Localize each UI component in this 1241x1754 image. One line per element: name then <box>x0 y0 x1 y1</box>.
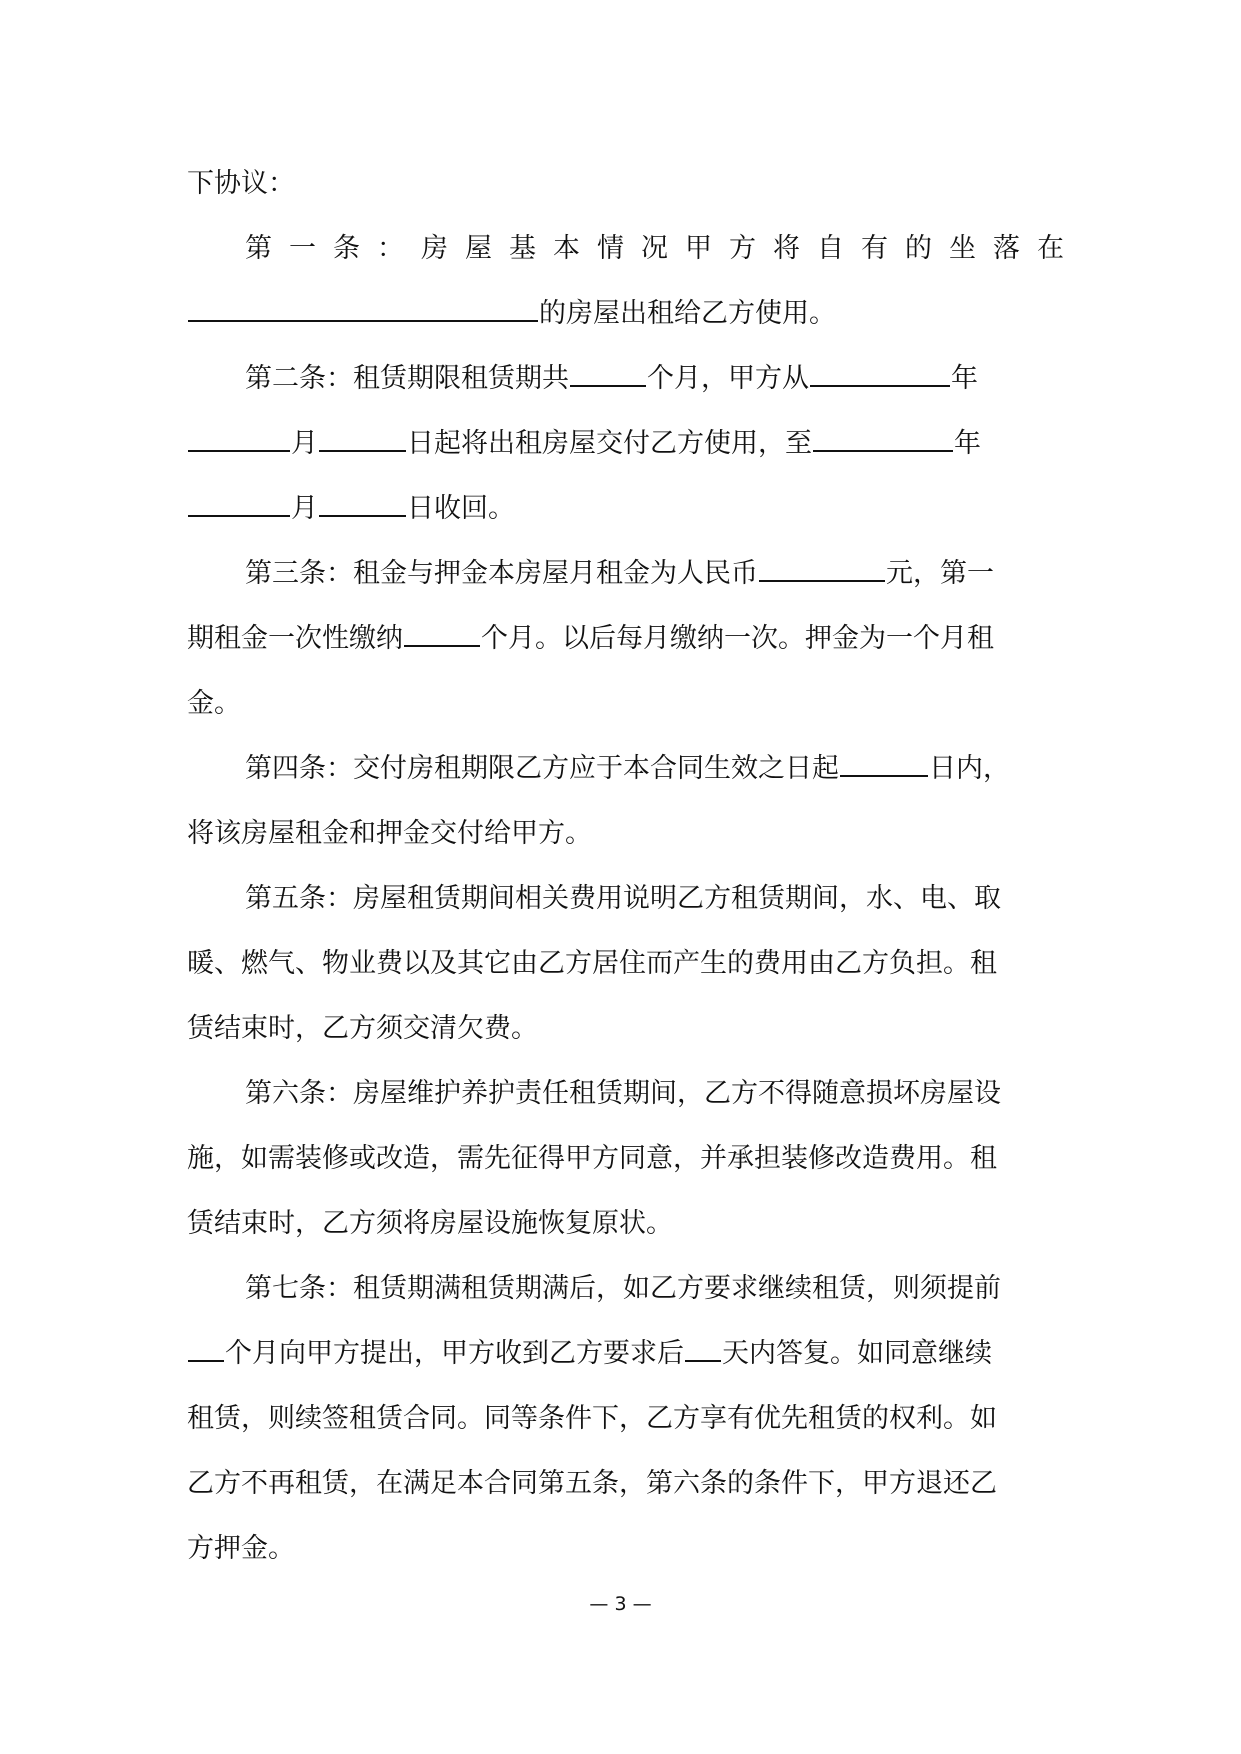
article-2-line <box>187 346 1057 411</box>
contract-body <box>187 151 1081 1581</box>
text-segment: 第三条：租金与押金本房屋月租金为人民币 <box>245 558 758 589</box>
article-5-line <box>187 866 1057 931</box>
fill-in-blank-end-year <box>813 428 953 452</box>
text-segment: 暖、燃气、物业费以及其它由乙方居住而产生的费用由乙方负担。租 <box>187 948 997 979</box>
text-segment: 下协议： <box>187 168 295 199</box>
text-segment: 赁结束时，乙方须交清欠费。 <box>187 1013 538 1044</box>
article-1-title-line <box>187 216 1081 281</box>
text-segment: 第五条：房屋租赁期间相关费用说明乙方租赁期间，水、电、取 <box>245 883 1001 914</box>
text-segment: 方押金。 <box>187 1533 295 1564</box>
article-3-line <box>187 541 1057 606</box>
text-segment: 将该房屋租金和押金交付给甲方。 <box>187 818 592 849</box>
fill-in-blank-start-day <box>319 428 406 452</box>
text-segment: 个月。以后每月缴纳一次。押金为一个月租 <box>481 623 994 654</box>
text-segment: 第七条：租赁期满租赁期满后，如乙方要求继续租赁，则须提前 <box>245 1273 1001 1304</box>
fill-in-blank-notice-months <box>188 1338 224 1362</box>
paragraph-line <box>187 1126 1057 1191</box>
text-segment: 乙方不再租赁，在满足本合同第五条，第六条的条件下，甲方退还乙 <box>187 1468 997 1499</box>
text-segment: 第六条：房屋维护养护责任租赁期间，乙方不得随意损坏房屋设 <box>245 1078 1001 1109</box>
text-segment: 日内， <box>929 753 1010 784</box>
paragraph-line <box>187 996 1057 1061</box>
text-segment: 第二条：租赁期限租赁期共 <box>245 363 569 394</box>
text-segment: 日起将出租房屋交付乙方使用，至 <box>407 428 812 459</box>
text-segment: 租赁，则续签租赁合同。同等条件下，乙方享有优先租赁的权利。如 <box>187 1403 997 1434</box>
article-6-line <box>187 1061 1057 1126</box>
fill-in-blank-end-day <box>319 493 406 517</box>
text-segment: 赁结束时，乙方须将房屋设施恢复原状。 <box>187 1208 673 1239</box>
page-number: — 3 — <box>589 1593 652 1615</box>
paragraph-line <box>187 931 1057 996</box>
fill-in-blank-start-year <box>810 363 950 387</box>
paragraph-line <box>187 411 1057 476</box>
text-segment: 第一条：房屋基本情况甲方将自有的坐落在 <box>245 233 1081 264</box>
fill-in-blank-end-month <box>188 493 290 517</box>
text-segment: 期租金一次性缴纳 <box>187 623 403 654</box>
fill-in-blank-start-month <box>188 428 290 452</box>
paragraph-line <box>187 151 1057 216</box>
paragraph-line <box>187 1321 1057 1386</box>
fill-in-blank-months <box>570 363 646 387</box>
paragraph-line <box>187 606 1057 671</box>
text-segment: 个月，甲方从 <box>647 363 809 394</box>
paragraph-line <box>187 801 1057 866</box>
text-segment: 元，第一 <box>886 558 994 589</box>
paragraph-line <box>187 671 1057 736</box>
text-segment: 施，如需装修或改造，需先征得甲方同意，并承担装修改造费用。租 <box>187 1143 997 1174</box>
text-segment: 的房屋出租给乙方使用。 <box>539 298 836 329</box>
fill-in-blank-first-payment-months <box>404 623 480 647</box>
text-segment: 天内答复。如同意继续 <box>722 1338 992 1369</box>
paragraph-line <box>187 1191 1057 1256</box>
text-segment: 年 <box>954 428 981 459</box>
text-segment: 金。 <box>187 688 241 719</box>
paragraph-line <box>187 476 1057 541</box>
paragraph-line <box>187 1516 1057 1581</box>
text-segment: 第四条：交付房租期限乙方应于本合同生效之日起 <box>245 753 839 784</box>
fill-in-blank-reply-days <box>685 1338 721 1362</box>
article-7-line <box>187 1256 1057 1321</box>
fill-in-blank-address <box>188 298 538 322</box>
fill-in-blank-payment-days <box>840 753 928 777</box>
article-4-line <box>187 736 1057 801</box>
text-segment: 年 <box>951 363 978 394</box>
paragraph-line <box>187 281 1057 346</box>
text-segment: 月 <box>291 428 318 459</box>
text-segment: 日收回。 <box>407 493 515 524</box>
text-segment: 月 <box>291 493 318 524</box>
fill-in-blank-rent-amount <box>759 558 885 582</box>
paragraph-line <box>187 1451 1057 1516</box>
text-segment: 个月向甲方提出，甲方收到乙方要求后 <box>225 1338 684 1369</box>
paragraph-line <box>187 1386 1057 1451</box>
